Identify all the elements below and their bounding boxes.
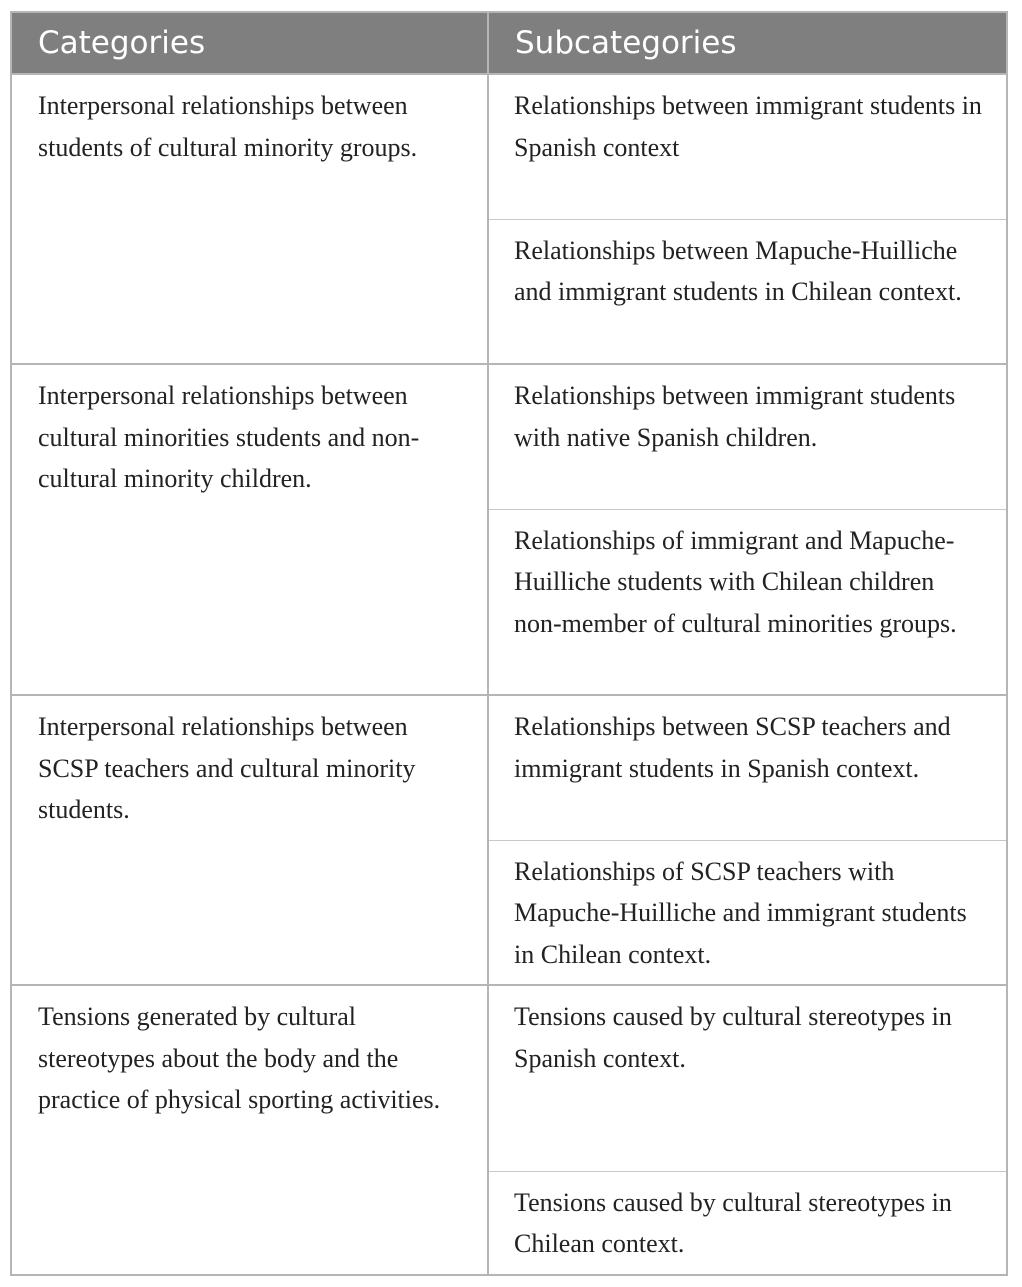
header-categories: Categories: [12, 13, 488, 74]
category-cell: Interpersonal relationships between SCSP teachers and cultural minority students.: [12, 695, 488, 985]
table: [12, 13, 1006, 1276]
subcategory-cell: Tensions caused by cultural stereotypes in Chilean context.: [514, 1187, 952, 1258]
category-cell: Interpersonal relationships between cultural minorities students and non-cultural minority children.: [12, 364, 488, 695]
header-row: [12, 13, 1006, 74]
table-row: [12, 74, 1006, 219]
subcategory-cell: Relationships between Mapuche-Huilliche and immigrant students in Chilean context.: [488, 219, 1006, 364]
header-subcategories: Subcategories: [488, 13, 1006, 74]
category-cell: Tensions generated by cultural stereotypes about the body and the practice of physical sporting activities.: [12, 985, 488, 1275]
subcategory-cell: Relationships of SCSP teachers with Mapuche-Huilliche and immigrant students in Chilean context.: [488, 840, 1006, 985]
subcategory-cell: Relationships between immigrant students with native Spanish children.: [488, 364, 1006, 509]
table-row: [12, 695, 1006, 840]
categories-table: [10, 11, 1008, 1276]
subcategory-cell: Relationships between SCSP teachers and immigrant students in Spanish context.: [488, 695, 1006, 840]
category-cell: Interpersonal relationships between students of cultural minority groups.: [12, 74, 488, 364]
table-row: [12, 364, 1006, 509]
subcategory-cell: Tensions caused by cultural stereotypes in Spanish context.: [488, 985, 1006, 1171]
subcategory-cell: Relationships between immigrant students in Spanish context: [488, 74, 1006, 219]
subcategory-cell: Relationships of immigrant and Mapuche-Huilliche students with Chilean children non-member of cultural minorities groups.: [488, 509, 1006, 695]
table-row: [12, 985, 1006, 1171]
